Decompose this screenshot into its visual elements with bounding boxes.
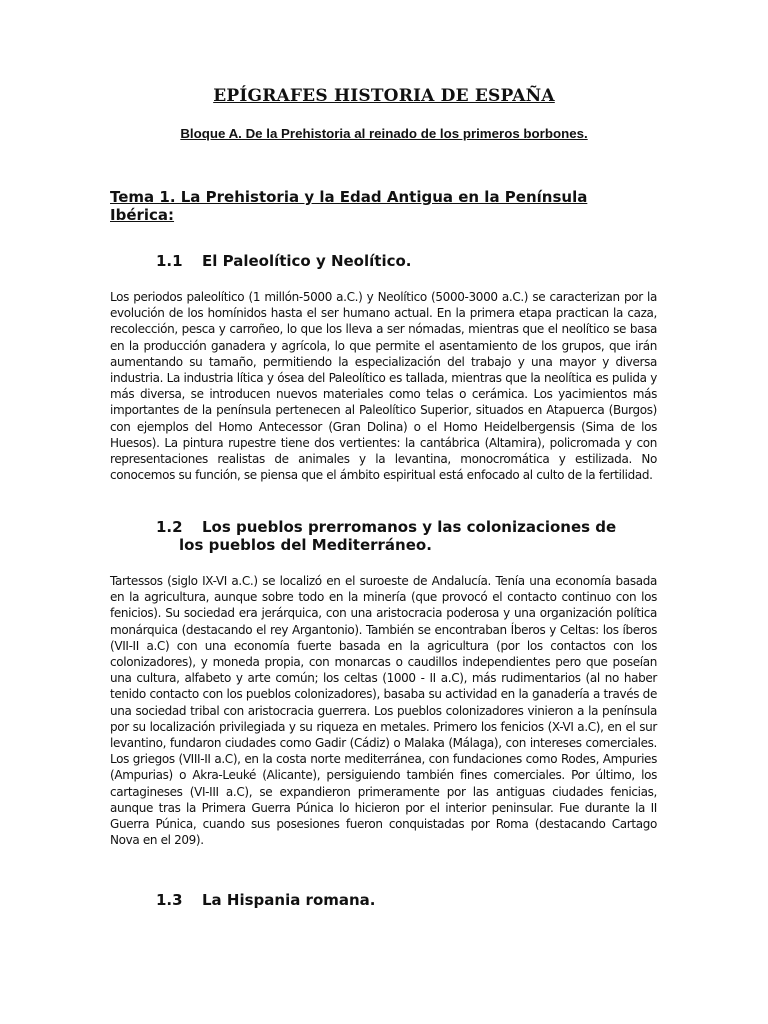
tema-heading: Tema 1. La Prehistoria y la Edad Antigua en la Península Ibérica: (110, 188, 588, 224)
section-number: 1.1 (156, 252, 183, 270)
section-heading-1-3 (156, 891, 656, 909)
section-paragraph-1-1: Los periodos paleolítico (1 millón-5000 a.C.) y Neolítico (5000-3000 a.C.) se caracterizan por la evolución de los homínidos hasta el ser humano actual. En la primera etapa practican la caza, recolección, pesca y carroñeo, lo que los lleva a ser nómadas, mientras que el neolítico se basa en la producción ganadera y agrícola, lo que permite el asentamiento de los grupos, que irán aumentando su tamaño, permitiendo la especialización del trabajo y una mayor y diversa industria. La industria lítica y ósea del Paleolítico es tallada, mientras que la neolítica es pulida y más diversa, se introducen nuevos materiales como telas o cerámica. Los yacimientos más importantes de la península pertenecen al Paleolítico Superior, situados en Atapuerca (Burgos) con ejemplos del Homo Antecessor (Gran Dolina) o el Homo Heidelbergensis (Sima de los Huesos). La pintura rupestre tiene dos vertientes: la cantábrica (Altamira), policromada y con representaciones realistas de animales y la levantina, monocromática y estilizada. No conocemos su función, se piensa que el ámbito espiritual está enfocado al culto de la fertilidad. (110, 290, 657, 483)
section-title: La Hispania romana. (202, 891, 376, 909)
section-title: El Paleolítico y Neolítico. (202, 252, 412, 270)
section-number: 1.3 (156, 891, 183, 909)
section-heading-1-1 (156, 252, 656, 270)
section-paragraph-1-2: Tartessos (siglo IX-VI a.C.) se localizó en el suroeste de Andalucía. Tenía una economía basada en la agricultura, aunque sobre todo en la minería (que provocó el contacto continuo con los fenicios). Su sociedad era jerárquica, con una aristocracia poderosa y una organización política monárquica (destacando el rey Argantonio). También se encontraban Íberos y Celtas: los íberos (VII-II a.C) con una economía fuerte basada en la agricultura (por los contactos con los colonizadores), y moneda propia, con monarcas o caudillos independientes pero que poseían una cultura, alfabeto y arte común; los celtas (1000 - II a.C), más rudimentarios (al no haber tenido contacto con los pueblos colonizadores), basaba su actividad en la ganadería a través de una sociedad tribal con aristocracia guerrera. Los pueblos colonizadores vinieron a la península por su localización privilegiada y su riqueza en metales. Primero los fenicios (X-VI a.C), en el sur levantino, fundaron ciudades como Gadir (Cádiz) o Malaka (Málaga), con intereses comerciales. Los griegos (VIII-II a.C), en la costa norte mediterránea, con fundaciones como Rodes, Ampuries (Ampurias) o Akra-Leuké (Alicante), persiguiendo también fines comerciales. Por último, los cartagineses (VI-III a.C), se expandieron primeramente por las antiguas ciudades fenicias, aunque tras la Primera Guerra Púnica lo hicieron por el interior peninsular. Fue durante la II Guerra Púnica, cuando sus posesiones fueron conquistadas por Roma (destacando Cartago Nova en el 209). (110, 574, 657, 848)
section-title-line1: Los pueblos prerromanos y las colonizaciones de (202, 518, 617, 536)
section-title-line2: los pueblos del Mediterráneo. (179, 536, 432, 554)
section-number: 1.2 (156, 518, 183, 536)
block-subtitle: Bloque A. De la Prehistoria al reinado de los primeros borbones. (180, 126, 588, 141)
page-title: EPÍGRAFES HISTORIA DE ESPAÑA (213, 86, 555, 106)
section-heading-1-2 (156, 518, 658, 554)
